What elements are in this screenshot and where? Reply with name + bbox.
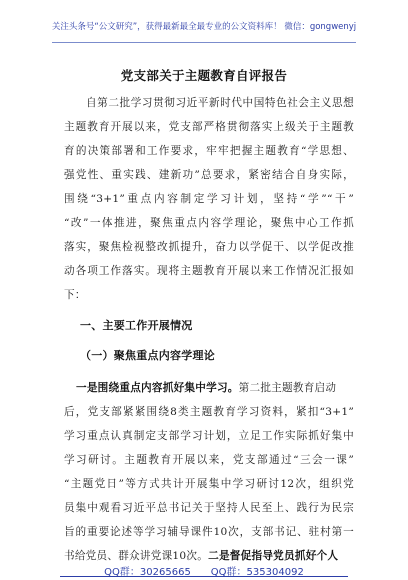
section-heading: 一、主要工作开展情况: [80, 319, 193, 332]
paragraph-bold-lead: 一是围绕重点内容抓好集中学习。: [76, 382, 239, 394]
header-promo-text: 关注头条号“公文研究”，获得最新最全最专业的公文资料库！ 微信：gongwenyj: [51, 22, 357, 32]
paragraph-bold-tail: 二是督促指导党员抓好个人: [208, 550, 339, 562]
header-divider: [52, 42, 356, 43]
paragraph-line: 旨的重要论述等学习辅导课件10次，支部书记、驻村第一: [64, 526, 354, 538]
paragraph-last-line: [64, 549, 354, 563]
intro-line: 自第二批学习贯彻习近平新时代中国特色社会主义思想: [86, 97, 354, 109]
paragraph-line: 学习重点认真制定支部学习计划，立足工作实际抓好集中: [64, 430, 354, 442]
intro-line: 动各项工作落实。现将主题教育开展以来工作情况汇报如: [64, 265, 354, 277]
intro-line: 主题教育开展以来，党支部严格贯彻落实上级关于主题教: [64, 121, 354, 133]
intro-line: 围绕“3+1”重点内容制定学习计划，坚持“学”“干”: [64, 193, 354, 205]
document-title: 党支部关于主题教育自评报告: [120, 68, 288, 83]
intro-line: 育的决策部署和工作要求，牢牢把握主题教育“学思想、: [64, 145, 354, 157]
paragraph-first-line: [76, 381, 356, 395]
paragraph-line: “主题党日”等方式共计开展集中学习研讨12次，组织党: [64, 478, 354, 490]
intro-line: 下：: [64, 289, 86, 301]
intro-line: “改”一体推进，聚焦重点内容学理论，聚焦中心工作抓: [64, 217, 354, 229]
paragraph-line: 后，党支部紧紧围绕8类主题教育学习资料，紧扣“3+1”: [64, 406, 354, 418]
paragraph-last-line-text: 书给党员、群众讲党课10次。: [64, 550, 209, 562]
footer-contact-text: QQ群：30265665 QQ群：535304092: [104, 567, 304, 578]
intro-line: 强党性、重实践、建新功”总要求，紧密结合自身实际，: [64, 169, 354, 181]
paragraph-line: 学习研讨。主题教育开展以来，党支部通过“三会一课”: [64, 454, 354, 466]
paragraph-first-line-text: 第二批主题教育启动: [238, 382, 337, 394]
subsection-heading: （一）聚焦重点内容学理论: [80, 349, 215, 362]
intro-line: 落实，聚焦检视整改抓提升，奋力以学促干、以学促改推: [64, 241, 354, 253]
footer-divider: [60, 576, 348, 577]
paragraph-line: 员集中观看习近平总书记关于坚持人民至上、践行为民宗: [64, 502, 354, 514]
